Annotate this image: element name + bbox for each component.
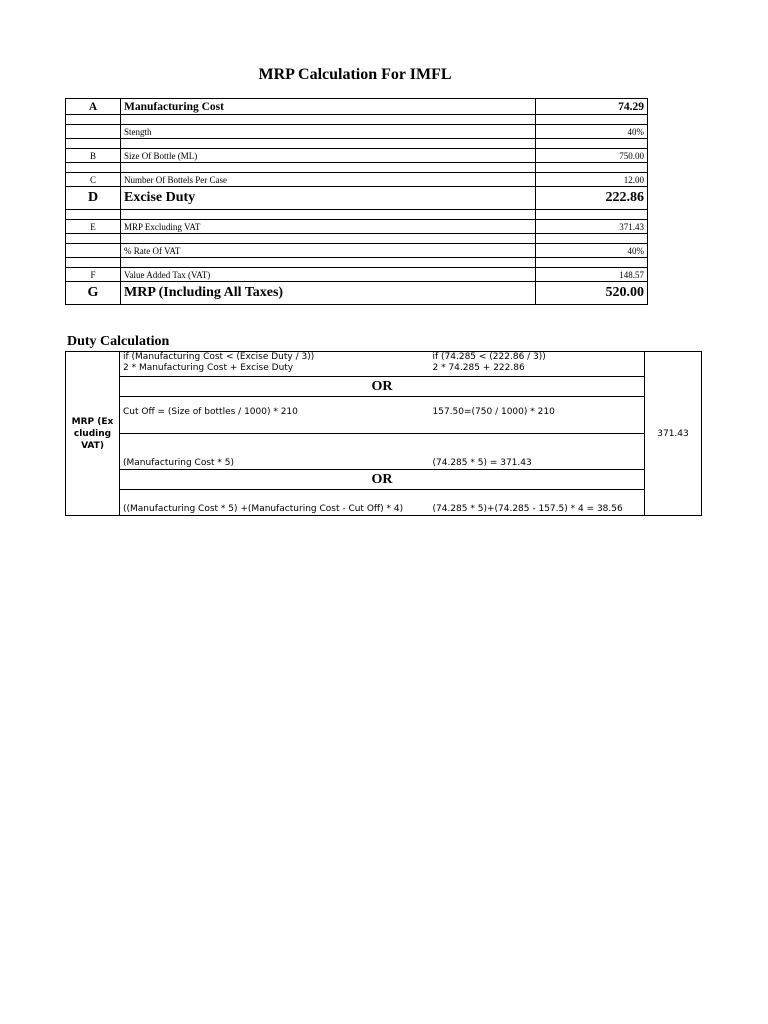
row-label: Number Of Bottels Per Case <box>121 173 536 187</box>
spacer-row <box>66 163 648 173</box>
table-row <box>66 282 648 305</box>
table-row <box>66 125 648 139</box>
table-row <box>66 173 648 187</box>
table-row <box>66 99 648 115</box>
row-label: Stength <box>121 125 536 139</box>
row-value: 74.29 <box>536 99 648 115</box>
row-label: Excise Duty <box>121 187 536 210</box>
table-row <box>66 244 648 258</box>
value-cell: (74.285 * 5)+(74.285 - 157.5) * 4 = 38.56 <box>430 490 645 516</box>
row-value: 222.86 <box>536 187 648 210</box>
table-row <box>66 434 702 470</box>
spacer-row <box>66 258 648 268</box>
row-code: E <box>66 220 121 234</box>
row-value: 148.57 <box>536 268 648 282</box>
row-code: A <box>66 99 121 115</box>
value-cell: if (74.285 < (222.86 / 3)) 2 * 74.285 + 222.86 <box>430 352 645 377</box>
row-value: 371.43 <box>536 220 648 234</box>
row-label: % Rate Of VAT <box>121 244 536 258</box>
row-value: 40% <box>536 125 648 139</box>
spacer-row <box>66 210 648 220</box>
or-separator: OR <box>120 470 645 490</box>
or-row <box>66 470 702 490</box>
row-label: Value Added Tax (VAT) <box>121 268 536 282</box>
row-value: 12.00 <box>536 173 648 187</box>
row-code <box>66 244 121 258</box>
table-row <box>66 397 702 434</box>
mrp-table <box>65 98 648 305</box>
row-code <box>66 125 121 139</box>
row-value: 40% <box>536 244 648 258</box>
formula-cell: Cut Off = (Size of bottles / 1000) * 210 <box>120 397 430 434</box>
table-row <box>66 352 702 377</box>
formula-cell: ((Manufacturing Cost * 5) +(Manufacturing Cost - Cut Off) * 4) <box>120 490 430 516</box>
row-value: 520.00 <box>536 282 648 305</box>
value-cell: 157.50=(750 / 1000) * 210 <box>430 397 645 434</box>
page-title: MRP Calculation For IMFL <box>258 66 452 83</box>
spacer-row <box>66 115 648 125</box>
or-row <box>66 377 702 397</box>
or-separator: OR <box>120 377 645 397</box>
formula-cell: (Manufacturing Cost * 5) <box>120 434 430 470</box>
table-row <box>66 268 648 282</box>
row-label: Manufacturing Cost <box>121 99 536 115</box>
table-row <box>66 149 648 163</box>
row-code: D <box>66 187 121 210</box>
row-label: Size Of Bottle (ML) <box>121 149 536 163</box>
spacer-row <box>66 234 648 244</box>
row-label: MRP Excluding VAT <box>121 220 536 234</box>
row-code: G <box>66 282 121 305</box>
mrp-excluding-vat-label: MRP (Excluding VAT) <box>66 352 120 516</box>
formula-cell: if (Manufacturing Cost < (Excise Duty / 3)) 2 * Manufacturing Cost + Excise Duty <box>120 352 430 377</box>
row-code: B <box>66 149 121 163</box>
mrp-excluding-vat-result: 371.43 <box>645 352 702 516</box>
duty-calculation-table <box>65 351 702 516</box>
table-row <box>66 187 648 210</box>
duty-calculation-heading: Duty Calculation <box>67 334 170 349</box>
row-code: F <box>66 268 121 282</box>
table-row <box>66 490 702 516</box>
table-row <box>66 220 648 234</box>
row-label: MRP (Including All Taxes) <box>121 282 536 305</box>
row-value: 750.00 <box>536 149 648 163</box>
row-code: C <box>66 173 121 187</box>
value-cell: (74.285 * 5) = 371.43 <box>430 434 645 470</box>
spacer-row <box>66 139 648 149</box>
